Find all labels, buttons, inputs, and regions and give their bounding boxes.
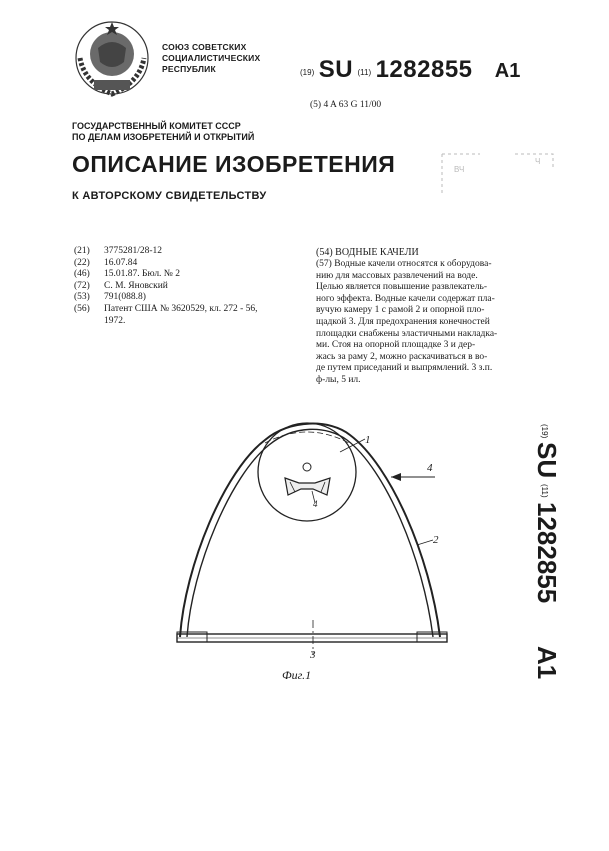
figure-1-drawing xyxy=(165,415,465,685)
inid-code: (21) xyxy=(74,246,90,256)
biblio-row xyxy=(74,246,258,258)
abstract-line: ного эффекта. Водные качели содержат пла- xyxy=(316,293,495,304)
biblio-row xyxy=(74,269,258,281)
biblio-value: 16.07.84 xyxy=(104,257,138,268)
abstract-line: Целью является повышение развлекатель- xyxy=(316,282,487,293)
union-name xyxy=(162,42,260,75)
abstract xyxy=(316,259,548,387)
abstract-line: жась за раму 2, можно раскачиваться в во- xyxy=(316,351,488,362)
figure-label: 2 xyxy=(433,534,439,546)
abstract-line: ми. Стоя на опорной площадке 3 и дер- xyxy=(316,340,476,351)
figure-label: 4 xyxy=(313,499,318,509)
figure-label: 3 xyxy=(310,649,316,661)
document-subtitle: К АВТОРСКОМУ СВИДЕТЕЛЬСТВУ xyxy=(72,190,267,202)
figure-caption: Фиг.1 xyxy=(282,668,312,682)
svg-text:Ч: Ч xyxy=(535,157,541,166)
invention-title: (54) ВОДНЫЕ КАЧЕЛИ xyxy=(316,247,419,258)
document-title: ОПИСАНИЕ ИЗОБРЕТЕНИЯ xyxy=(72,151,396,177)
biblio-value: Патент США № 3620529, кл. 272 - 56, xyxy=(104,303,258,314)
biblio-row xyxy=(74,292,258,304)
committee xyxy=(72,121,254,143)
union-line: СОЦИАЛИСТИЧЕСКИХ xyxy=(162,53,261,63)
inid-code: (72) xyxy=(74,280,90,291)
inid-code: (22) xyxy=(74,257,90,268)
figure-label: 1 xyxy=(365,434,371,446)
abstract-line: вучую камеру 1 с рамой 2 и опорной пло- xyxy=(316,305,485,316)
patent-number: 1282855 xyxy=(375,56,473,83)
side-code-19: (19) xyxy=(540,424,549,439)
abstract-line: де путем приседаний и выпрямлений. 3 з.п. xyxy=(316,363,493,374)
side-kind: A1 xyxy=(532,646,562,680)
ipc-class: (5) 4 A 63 G 11/00 xyxy=(310,100,382,110)
abstract-line: нию для массовых развлечений на воде. xyxy=(316,270,478,281)
patent-number-line xyxy=(300,56,520,84)
biblio-value: 3775281/28-12 xyxy=(104,246,163,256)
code-11: (11) xyxy=(357,68,372,77)
biblio-row xyxy=(74,316,258,328)
inid-code: (46) xyxy=(74,269,90,280)
country-code: SU xyxy=(318,56,354,83)
svg-text:ВЧ: ВЧ xyxy=(454,165,465,174)
biblio-value: 1972. xyxy=(104,315,126,326)
abstract-line: ф-лы, 5 ил. xyxy=(316,374,361,385)
union-line: РЕСПУБЛИК xyxy=(162,64,216,74)
bibliographic-data xyxy=(74,246,258,327)
kind-code: A1 xyxy=(494,60,521,82)
side-number: 1282855 xyxy=(532,502,562,604)
biblio-row xyxy=(74,304,258,316)
abstract-line: (57) Водные качели относятся к оборудова- xyxy=(316,259,492,269)
committee-line: ГОСУДАРСТВЕННЫЙ КОМИТЕТ СССР xyxy=(72,121,241,131)
committee-line: ПО ДЕЛАМ ИЗОБРЕТЕНИЙ И ОТКРЫТИЙ xyxy=(72,132,255,142)
inid-code: (53) xyxy=(74,292,90,303)
biblio-row xyxy=(74,281,258,293)
biblio-value: С. М. Яновский xyxy=(104,280,168,291)
union-line: СОЮЗ СОВЕТСКИХ xyxy=(162,42,247,52)
code-19: (19) xyxy=(300,68,315,77)
biblio-value: 791(088.8) xyxy=(104,292,146,303)
side-code-11: (11) xyxy=(540,484,549,498)
library-stamp-icon xyxy=(440,150,555,200)
side-patent-id xyxy=(520,420,590,685)
ussr-emblem-icon xyxy=(70,18,154,102)
abstract-line: площадки снабжены эластичными накладка- xyxy=(316,328,498,339)
inid-code: (56) xyxy=(74,303,90,314)
side-country: SU xyxy=(532,442,562,479)
biblio-value: 15.01.87. Бюл. № 2 xyxy=(104,269,180,280)
abstract-line: щадкой 3. Для предохранения конечностей xyxy=(316,316,490,327)
biblio-row xyxy=(74,258,258,270)
figure-label: 4 xyxy=(427,462,433,474)
